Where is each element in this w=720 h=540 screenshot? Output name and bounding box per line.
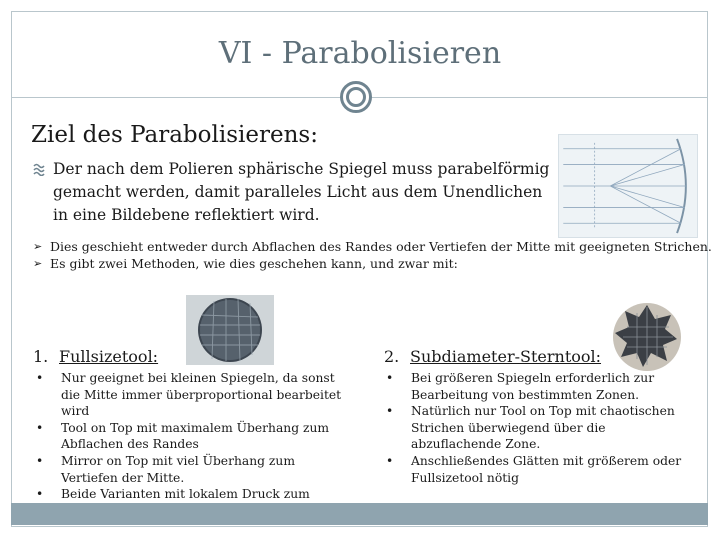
lead-paragraph: [33, 158, 553, 227]
list-item: • Bei größeren Spiegeln erforderlich zur Bearbeitung von bestimmten Zonen.: [386, 371, 655, 402]
lead-text: Der nach dem Polieren sphärische Spiegel muss parabelförmig gemacht werden, damit paralleles Licht aus dem Unendlichen in eine Bildebene reflektiert wird.: [53, 160, 550, 224]
arrow-bullet-icon: ➢: [33, 240, 43, 253]
parabola-reflection-diagram: [558, 134, 698, 238]
list-item: • Nur geeignet bei kleinen Spiegeln, da sonst die Mitte immer überproportional bearbeitet wird: [36, 371, 342, 419]
arrow-list: [33, 238, 713, 272]
arrow-list-item: ➢ Dies geschieht entweder durch Abflachen des Randes oder Vertiefen der Mitte mit geeigneten Strichen.: [33, 239, 712, 254]
fullsizetool-heading: 1. Fullsizetool:: [33, 347, 159, 366]
ring-ornament: [340, 81, 372, 113]
list-item: • Beide Varianten mit lokalem Druck zum: [36, 487, 310, 502]
list-item: • Tool on Top mit maximalem Überhang zum Abflachen des Randes: [36, 420, 330, 452]
list-item: • Anschließendes Glätten mit größerem oder Fullsizetool nötig: [386, 453, 682, 485]
fullsizetool-list: [33, 370, 353, 519]
star-tool-photo: [609, 293, 685, 376]
section-heading: Ziel des Parabolisierens:: [31, 122, 318, 148]
arrow-bullet-icon: ➢: [33, 257, 43, 270]
list-item: • Natürlich nur Tool on Top mit chaotischen Strichen überwiegend über die abzuflachende Zone.: [386, 404, 675, 452]
sterntool-list: [383, 370, 683, 486]
waves-bullet-icon: [33, 162, 47, 176]
fullsize-tool-photo: [186, 295, 274, 365]
arrow-list-item: ➢ Es gibt zwei Methoden, wie dies geschehen kann, und zwar mit:: [33, 256, 458, 271]
footer-bar: [11, 503, 708, 525]
sterntool-heading: 2. Subdiameter-Sterntool:: [384, 347, 602, 366]
list-item: • Mirror on Top mit viel Überhang zum Vertiefen der Mitte.: [36, 453, 295, 485]
slide-title: VI - Parabolisieren: [218, 36, 502, 71]
